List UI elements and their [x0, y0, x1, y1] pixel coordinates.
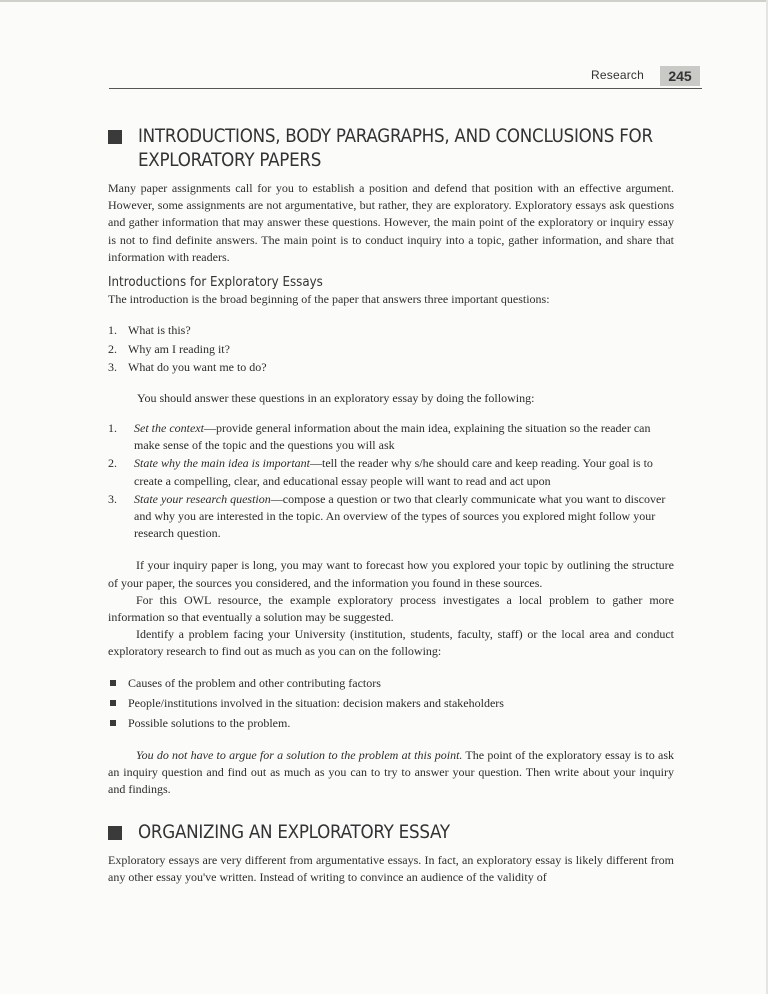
steps-list [108, 420, 674, 542]
bullet-square-icon [110, 680, 116, 686]
answer-lead: You should answer these questions in an exploratory essay by doing the following: [137, 391, 535, 405]
page-number: 245 [660, 66, 700, 86]
list-item: 2. Why am I reading it? [108, 341, 230, 356]
list-item: 1. What is this? [108, 323, 191, 338]
heading-square-icon [108, 826, 122, 840]
running-head-section: Research [591, 68, 644, 82]
subsection-title: Introductions for Exploratory Essays [108, 274, 323, 291]
page-content [108, 124, 674, 887]
subsection-lead: The introduction is the broad beginning of the paper that answers three important questions: [108, 292, 550, 307]
question-list [108, 321, 674, 377]
scan-edge [0, 0, 768, 2]
closing-paragraph: You do not have to argue for a solution to the problem at this point. The point of the exploratory essay is to ask an inquiry question and find out as much as you can to try to answer your question. Then write about your inquiry and findings. [108, 747, 674, 797]
section-heading-introductions [108, 124, 674, 172]
list-item: 3. What do you want me to do? [108, 360, 267, 375]
list-item: 3. State your research question—compose a question or two that clearly communicate what you want to discover and why you are interested in the topic. An overview of the types of sources you explored might follow your research question. [108, 491, 666, 541]
identify-paragraph: Identify a problem facing your University (institution, students, faculty, staff) or the local area and conduct exploratory research to find out as much as you can on the following: [108, 627, 674, 659]
bullet-square-icon [110, 720, 116, 726]
forecast-paragraph: If your inquiry paper is long, you may want to forecast how you explored your topic by outlining the structure of your paper, the sources you considered, and the information you found in these sources. [108, 558, 674, 590]
organizing-paragraph: Exploratory essays are very different from argumentative essays. In fact, an exploratory essay is likely different from any other essay you've written. Instead of writing to convince an audience of the validity of [108, 853, 674, 885]
section-title: INTRODUCTIONS, BODY PARAGRAPHS, AND CONCLUSIONS FOR EXPLORATORY PAPERS [138, 125, 653, 171]
owl-paragraph: For this OWL resource, the example exploratory process investigates a local problem to gather more information so that eventually a solution may be suggested. [108, 592, 674, 625]
heading-square-icon [108, 130, 122, 144]
bullet-square-icon [110, 700, 116, 706]
list-item: People/institutions involved in the situation: decision makers and stakeholders [108, 693, 674, 713]
bullet-list [108, 673, 674, 733]
intro-paragraph: Many paper assignments call for you to establish a position and defend that position with an effective argument. However, some assignments are not argumentative, but rather, they are exploratory. Exploratory essays ask questions and gather information that may answer these questions. However, the main point of the exploratory or inquiry essay is not to find definite answers. The main point is to conduct inquiry into a topic, gather information, and share that information with readers. [108, 181, 674, 264]
list-item: 2. State why the main idea is important—tell the reader why s/he should care and keep reading. Your goal is to create a compelling, clear, and educational essay people will want to read and act upon [108, 456, 653, 488]
list-item: Possible solutions to the problem. [108, 713, 674, 733]
running-header [109, 66, 702, 89]
list-item: Causes of the problem and other contributing factors [108, 673, 674, 693]
section-heading-organizing [108, 820, 674, 844]
section-title: ORGANIZING AN EXPLORATORY ESSAY [138, 821, 450, 844]
list-item: 1. Set the context—provide general information about the main idea, explaining the situation so the reader can make sense of the topic and the questions you will ask [108, 421, 651, 453]
